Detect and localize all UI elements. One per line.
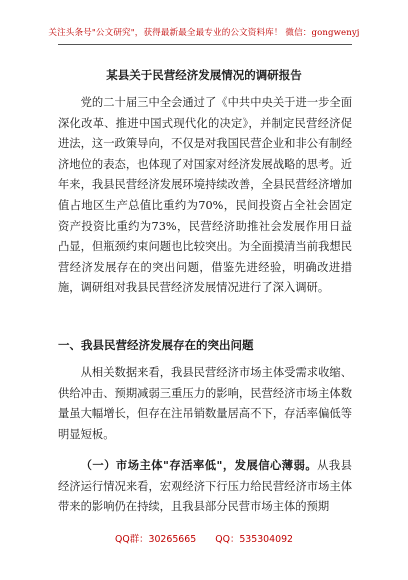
document-title: 某县关于民营经济发展情况的调研报告 <box>106 68 302 82</box>
footer-contact <box>0 531 408 545</box>
section-heading: 一、我县民营经济发展存在的突出问题 <box>58 338 254 352</box>
header-divider <box>58 44 352 45</box>
section-paragraph: 从相关数据来看，我县民营经济市场主体受需求收缩、供给冲击、预期减弱三重压力的影响，民营经济市场主体数量虽大幅增长，但存在注吊销数量居高不下，存活率偏低等明显短板。 <box>58 366 352 441</box>
subsection-heading: （一）市场主体"存活率低"，发展信心薄弱。 <box>80 458 318 472</box>
subsection-paragraph <box>58 455 352 518</box>
footer-qq-group: QQ群：30265665 <box>114 534 197 545</box>
intro-paragraph: 党的二十届三中全会通过了《中共中央关于进一步全面深化改革、推进中国式现代化的决定》，并制定民营经济促进法，这一政策导向，不仅是对我国民营企业和非公有制经济地位的表态，也体现了对国家对经济发展战略的思考。近年来，我县民营经济发展环境持续改善，全县民营经济增加值占地区生产总值比重约为70%，民间投资占全社会固定资产投资比重约为73%，民营经济助推社会发展作用日益凸显，但瓶颈约束问题也比较突出。为全面摸清当前我想民营经济发展存在的突出问题，借鉴先进经验，明确改进措施，调研组对我县民营经济发展情况进行了深入调研。 <box>58 96 352 295</box>
header-notice: 关注头条号"公文研究"，获得最新最全最专业的公文资料库！ 微信：gongwenyj <box>48 28 360 38</box>
footer-qq: QQ：535304092 <box>215 534 294 545</box>
subsection-text: 从我县经济运行情况来看，宏观经济下行压力给民营经济市场主体带来的影响仍在持续，且我县部分民营市场主体的预期 <box>58 459 352 514</box>
